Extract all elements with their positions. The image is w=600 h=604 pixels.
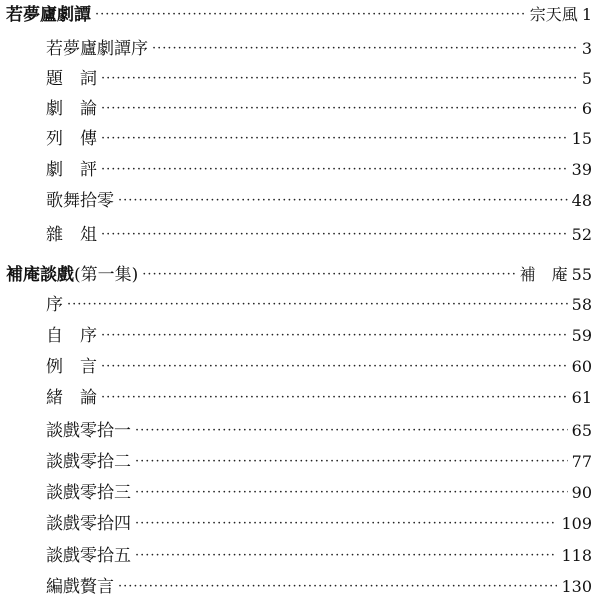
- entry-title: 談戲零拾三: [46, 483, 131, 503]
- toc-entry[interactable]: [46, 157, 592, 183]
- entry-title: 例 言: [46, 357, 97, 377]
- dot-leader: [135, 418, 568, 444]
- dot-leader: [135, 511, 557, 537]
- entry-title: 歌舞拾零: [46, 191, 114, 211]
- toc-entry[interactable]: [46, 126, 592, 152]
- dot-leader: [135, 543, 557, 569]
- dot-leader: [142, 262, 515, 288]
- dot-leader: [95, 2, 526, 28]
- toc-entry[interactable]: [46, 354, 592, 380]
- toc-entry[interactable]: [46, 36, 592, 62]
- toc-entry[interactable]: [46, 511, 592, 537]
- page-number: 77: [571, 452, 592, 471]
- dot-leader: [101, 96, 578, 122]
- page-number: 90: [571, 483, 592, 502]
- page-number: 109: [561, 514, 592, 533]
- page-number: 55: [571, 265, 592, 284]
- page-number: 118: [561, 546, 592, 565]
- toc-entry[interactable]: [46, 96, 592, 122]
- toc-entry[interactable]: [46, 66, 592, 92]
- section-author: 宗天風: [529, 5, 578, 24]
- dot-leader: [135, 480, 568, 506]
- page-number: 15: [571, 129, 592, 148]
- page-number: 60: [571, 357, 592, 376]
- toc-section-heading[interactable]: [6, 2, 592, 28]
- dot-leader: [101, 354, 568, 380]
- dot-leader: [101, 385, 568, 411]
- page-number: 48: [571, 191, 592, 210]
- entry-title: 列 傳: [46, 129, 97, 149]
- page-number: 58: [571, 295, 592, 314]
- page-number: 5: [581, 69, 592, 88]
- entry-title: 談戲零拾五: [46, 546, 131, 566]
- toc-entry[interactable]: [46, 449, 592, 475]
- page-number: 6: [581, 99, 592, 118]
- toc-entry[interactable]: [46, 188, 592, 214]
- toc-entry[interactable]: [46, 292, 592, 318]
- entry-title: 談戲零拾四: [46, 514, 131, 534]
- toc-entry[interactable]: [46, 418, 592, 444]
- page-number: 1: [581, 5, 592, 24]
- toc-entry[interactable]: [46, 480, 592, 506]
- toc-entry[interactable]: [46, 574, 592, 600]
- page-number: 39: [571, 160, 592, 179]
- toc-entry[interactable]: [46, 222, 592, 248]
- dot-leader: [67, 292, 568, 318]
- page-number: 61: [571, 388, 592, 407]
- entry-title: 若夢廬劇譚序: [46, 39, 148, 59]
- dot-leader: [101, 323, 568, 349]
- toc-entry[interactable]: [46, 385, 592, 411]
- section-title-suffix: (第一集): [74, 265, 139, 285]
- dot-leader: [118, 188, 568, 214]
- entry-title: 劇 論: [46, 99, 97, 119]
- entry-title: 談戲零拾一: [46, 421, 131, 441]
- entry-title: 緒 論: [46, 388, 97, 408]
- entry-title: 雜 俎: [46, 225, 97, 245]
- entry-title: 序: [46, 295, 63, 315]
- entry-title: 編戲贅言: [46, 577, 114, 597]
- section-title: 補庵談戲(第一集): [6, 265, 139, 285]
- dot-leader: [101, 126, 568, 152]
- toc-entry[interactable]: [46, 323, 592, 349]
- section-author: 補 庵: [519, 265, 568, 284]
- dot-leader: [101, 157, 568, 183]
- page-number: 59: [571, 326, 592, 345]
- section-title: 若夢廬劇譚: [6, 5, 91, 25]
- toc-entry[interactable]: [46, 543, 592, 569]
- page-number: 65: [571, 421, 592, 440]
- entry-title: 題 詞: [46, 69, 97, 89]
- dot-leader: [118, 574, 557, 600]
- dot-leader: [101, 66, 578, 92]
- page-number: 3: [581, 39, 592, 58]
- entry-title: 自 序: [46, 326, 97, 346]
- dot-leader: [101, 222, 568, 248]
- dot-leader: [152, 36, 578, 62]
- entry-title: 劇 評: [46, 160, 97, 180]
- page-number: 52: [571, 225, 592, 244]
- dot-leader: [135, 449, 568, 475]
- entry-title: 談戲零拾二: [46, 452, 131, 472]
- page-number: 130: [561, 577, 592, 596]
- toc-section-heading[interactable]: [6, 262, 592, 288]
